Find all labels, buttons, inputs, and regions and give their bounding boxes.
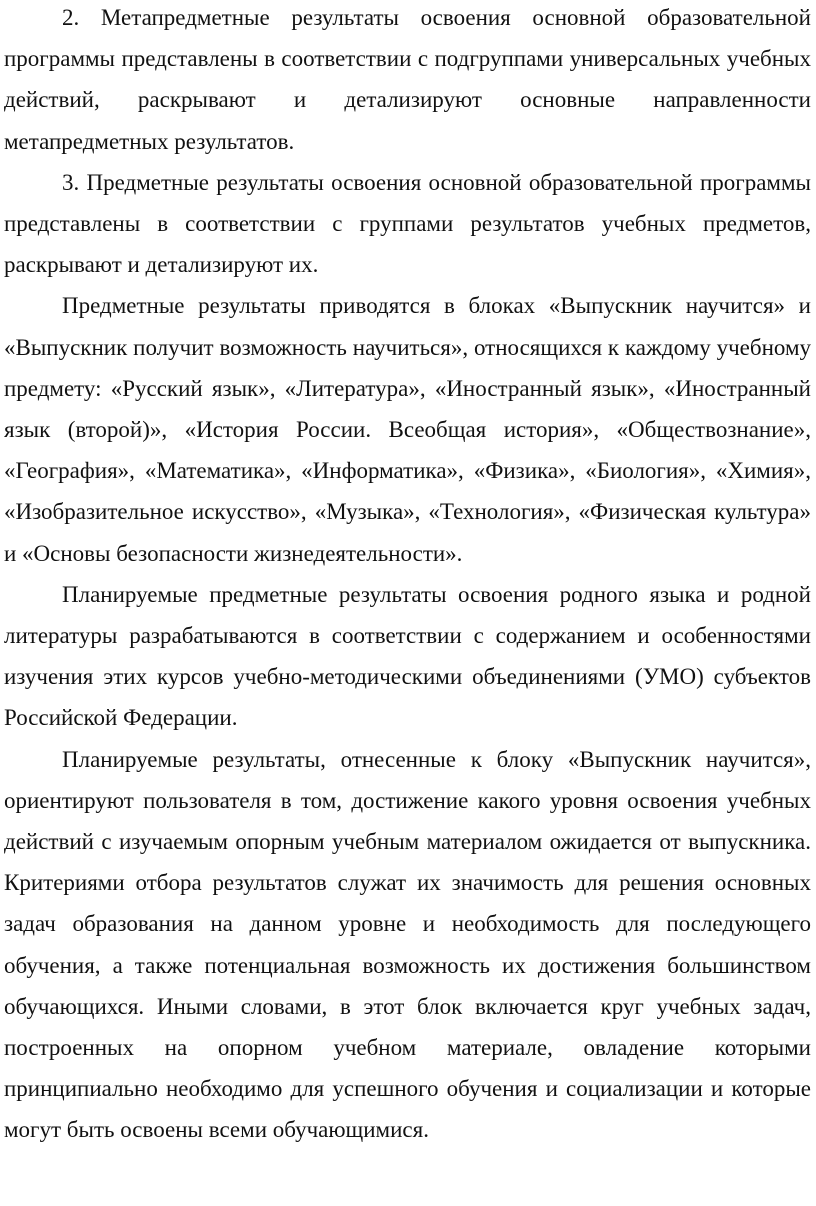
paragraph-graduate-will-learn: Планируемые результаты, отнесенные к блоку «Выпускник научится», ориентируют пользователя в том, достижение какого уровня освоения учебных действий с изучаемым опорным учебным материалом ожидается от выпускника. Критериями отбора результатов служат их значимость для решения основных задач образования на данном уровне и необходимость для последующего обучения, а также потенциальная возможность их достижения большинством обучающихся. Иными словами, в этот блок включается круг учебных задач, построенных на опорном учебном материале, овладение которыми принципиально необходимо для успешного обучения и социализации и которые могут быть освоены всеми обучающимися. xyxy=(4,746,811,1143)
paragraph-metasubject-results: 2. Метапредметные результаты освоения основной образовательной программы представлены в соответствии с подгруппами универсальных учебных действий, раскрывают и детализируют основные направленности метапредметных результатов. xyxy=(4,5,811,154)
paragraph-native-language: Планируемые предметные результаты освоения родного языка и родной литературы разрабатываются в соответствии с содержанием и особенностями изучения этих курсов учебно-методическими объединениями (УМО) субъектов Российской Федерации. xyxy=(4,581,811,731)
paragraph-subject-results: 3. Предметные результаты освоения основной образовательной программы представлены в соответствии с группами результатов учебных предметов, раскрывают и детализируют их. xyxy=(4,169,811,278)
paragraph-subject-blocks: Предметные результаты приводятся в блоках «Выпускник научится» и «Выпускник получит возможность научиться», относящихся к каждому учебному предмету: «Русский язык», «Литература», «Иностранный язык», «Иностранный язык (второй)», «История России. Всеобщая история», «Обществознание», «География», «Математика», «Информатика», «Физика», «Биология», «Химия», «Изобразительное искусство», «Музыка», «Технология», «Физическая культура» и «Основы безопасности жизнедеятельности». xyxy=(4,293,811,566)
